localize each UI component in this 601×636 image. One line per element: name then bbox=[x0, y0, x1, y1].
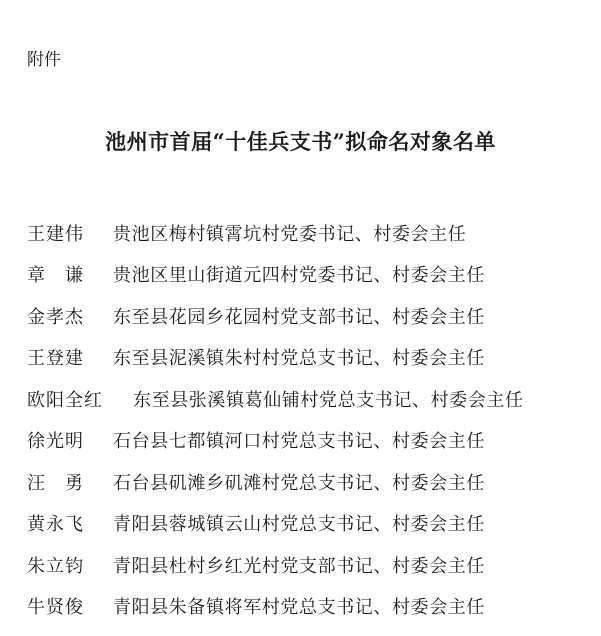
nominee-name: 汪 勇 bbox=[27, 472, 84, 494]
nominee-position: 石台县七都镇河口村党总支书记、村委会主任 bbox=[113, 431, 485, 453]
nominee-name: 牛贤俊 bbox=[27, 597, 84, 619]
nominee-name: 黄永飞 bbox=[27, 514, 84, 536]
nominee-position: 东至县张溪镇葛仙铺村党总支书记、村委会主任 bbox=[133, 389, 524, 411]
nominee-position: 石台县矶滩乡矶滩村党总支书记、村委会主任 bbox=[113, 472, 485, 494]
list-item bbox=[27, 378, 597, 420]
nominee-position: 青阳县朱备镇将军村党总支书记、村委会主任 bbox=[113, 597, 485, 619]
list-item bbox=[27, 420, 597, 462]
document-title: 池州市首届“十佳兵支书”拟命名对象名单 bbox=[105, 129, 496, 154]
attachment-label: 附件 bbox=[27, 50, 61, 70]
nominee-position: 东至县花园乡花园村党支部书记、村委会主任 bbox=[113, 306, 485, 328]
list-item bbox=[27, 461, 597, 503]
nominee-name: 王建伟 bbox=[27, 223, 84, 245]
list-item bbox=[27, 295, 597, 337]
nominee-position: 青阳县杜村乡红光村党支部书记、村委会主任 bbox=[113, 555, 485, 577]
nominee-list bbox=[27, 212, 597, 627]
list-item bbox=[27, 337, 597, 379]
nominee-position: 贵池区梅村镇霄坑村党委书记、村委会主任 bbox=[113, 223, 467, 245]
nominee-name: 章 谦 bbox=[27, 265, 84, 287]
nominee-name: 王登建 bbox=[27, 348, 84, 370]
list-item bbox=[27, 586, 597, 628]
list-item bbox=[27, 503, 597, 545]
list-item bbox=[27, 544, 597, 586]
nominee-name: 金孝杰 bbox=[27, 306, 84, 328]
nominee-name: 欧阳全红 bbox=[27, 389, 103, 411]
nominee-position: 青阳县蓉城镇云山村党总支书记、村委会主任 bbox=[113, 514, 485, 536]
list-item bbox=[27, 254, 597, 296]
nominee-name: 朱立钧 bbox=[27, 555, 84, 577]
nominee-name: 徐光明 bbox=[27, 431, 84, 453]
nominee-position: 东至县泥溪镇朱村村党总支书记、村委会主任 bbox=[113, 348, 485, 370]
nominee-position: 贵池区里山街道元四村党委书记、村委会主任 bbox=[113, 265, 485, 287]
list-item bbox=[27, 212, 597, 254]
